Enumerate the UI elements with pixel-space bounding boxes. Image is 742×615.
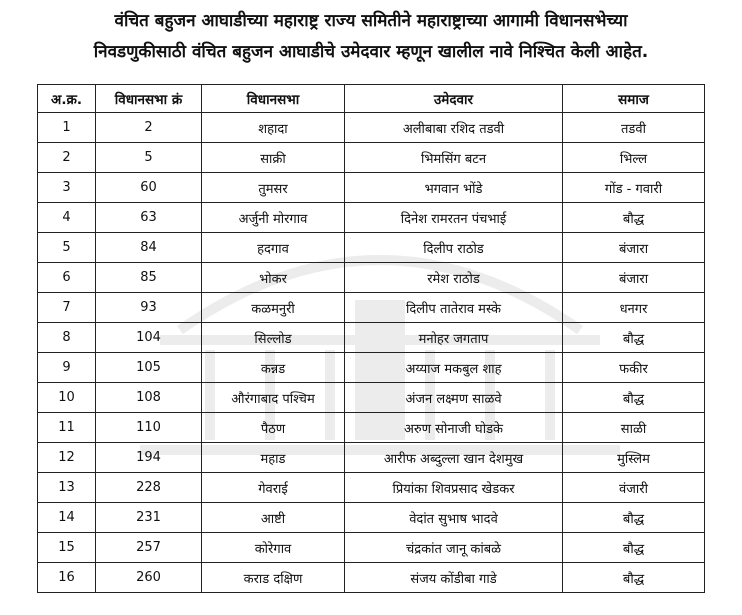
col-header-serial: अ.क्र. — [38, 85, 96, 113]
cell-candidate: संजय कोंडीबा गाडे — [345, 563, 563, 593]
cell-community: मुस्लिम — [563, 443, 705, 473]
candidates-table — [37, 84, 705, 593]
cell-serial: 10 — [38, 383, 96, 413]
table-row — [38, 143, 705, 173]
cell-community: फकीर — [563, 353, 705, 383]
cell-serial: 4 — [38, 203, 96, 233]
table-row — [38, 203, 705, 233]
cell-community: बंजारा — [563, 233, 705, 263]
table-row — [38, 413, 705, 443]
cell-candidate: अरुण सोनाजी घोडके — [345, 413, 563, 443]
cell-community: बौद्ध — [563, 383, 705, 413]
cell-community: बंजारा — [563, 263, 705, 293]
table-row — [38, 263, 705, 293]
cell-candidate: अलीबाबा रशिद तडवी — [345, 113, 563, 143]
table-row — [38, 503, 705, 533]
cell-constituency: सिल्लोड — [202, 323, 345, 353]
cell-constituency-no: 84 — [96, 233, 202, 263]
cell-community: वंजारी — [563, 473, 705, 503]
cell-constituency-no: 85 — [96, 263, 202, 293]
cell-constituency-no: 93 — [96, 293, 202, 323]
cell-candidate: अंजन लक्ष्मण साळवे — [345, 383, 563, 413]
cell-serial: 5 — [38, 233, 96, 263]
cell-serial: 14 — [38, 503, 96, 533]
cell-constituency: तुमसर — [202, 173, 345, 203]
cell-constituency: गेवराई — [202, 473, 345, 503]
cell-candidate: दिनेश रामरतन पंचभाई — [345, 203, 563, 233]
cell-constituency: पैठण — [202, 413, 345, 443]
cell-constituency: आष्टी — [202, 503, 345, 533]
cell-constituency-no: 257 — [96, 533, 202, 563]
cell-candidate: दिलीप तातेराव मस्के — [345, 293, 563, 323]
cell-constituency: कराड दक्षिण — [202, 563, 345, 593]
table-row — [38, 533, 705, 563]
cell-constituency-no: 110 — [96, 413, 202, 443]
cell-constituency-no: 2 — [96, 113, 202, 143]
table-row — [38, 173, 705, 203]
cell-serial: 3 — [38, 173, 96, 203]
cell-serial: 16 — [38, 563, 96, 593]
cell-candidate: अय्याज मकबुल शाह — [345, 353, 563, 383]
cell-candidate: वेदांत सुभाष भादवे — [345, 503, 563, 533]
table-row — [38, 293, 705, 323]
heading-line-1: वंचित बहुजन आघाडीच्या महाराष्ट्र राज्य समितीने महाराष्ट्राच्या आगामी विधानसभेच्या — [114, 11, 628, 31]
cell-constituency-no: 104 — [96, 323, 202, 353]
heading-line-2: निवडणुकीसाठी वंचित बहुजन आघाडीचे उमेदवार म्हणून खालील नावे निश्चित केली आहेत. — [93, 42, 649, 62]
col-header-community: समाज — [563, 85, 705, 113]
table-row — [38, 323, 705, 353]
col-header-constituency: विधानसभा — [202, 85, 345, 113]
cell-serial: 8 — [38, 323, 96, 353]
cell-constituency: भोकर — [202, 263, 345, 293]
cell-serial: 7 — [38, 293, 96, 323]
cell-constituency-no: 228 — [96, 473, 202, 503]
cell-constituency-no: 231 — [96, 503, 202, 533]
cell-constituency: कळमनुरी — [202, 293, 345, 323]
cell-serial: 2 — [38, 143, 96, 173]
cell-community: तडवी — [563, 113, 705, 143]
table-row — [38, 383, 705, 413]
cell-candidate: चंद्रकांत जानू कांबळे — [345, 533, 563, 563]
cell-candidate: भगवान भोंडे — [345, 173, 563, 203]
table-row — [38, 113, 705, 143]
cell-constituency-no: 108 — [96, 383, 202, 413]
cell-community: साळी — [563, 413, 705, 443]
table-header-row — [38, 85, 705, 113]
table-row — [38, 473, 705, 503]
table-row — [38, 563, 705, 593]
cell-constituency: कन्नड — [202, 353, 345, 383]
cell-community: गोंड - गवारी — [563, 173, 705, 203]
cell-community: बौद्ध — [563, 533, 705, 563]
cell-community: बौद्ध — [563, 323, 705, 353]
cell-constituency-no: 60 — [96, 173, 202, 203]
cell-serial: 12 — [38, 443, 96, 473]
cell-constituency-no: 194 — [96, 443, 202, 473]
cell-serial: 1 — [38, 113, 96, 143]
cell-constituency-no: 260 — [96, 563, 202, 593]
document-heading — [0, 6, 742, 68]
cell-constituency: शहादा — [202, 113, 345, 143]
cell-constituency: साक्री — [202, 143, 345, 173]
cell-constituency-no: 105 — [96, 353, 202, 383]
table-row — [38, 233, 705, 263]
cell-candidate: रमेश राठोड — [345, 263, 563, 293]
cell-community: भिल्ल — [563, 143, 705, 173]
cell-constituency-no: 63 — [96, 203, 202, 233]
cell-candidate: प्रियांका शिवप्रसाद खेडकर — [345, 473, 563, 503]
col-header-candidate: उमेदवार — [345, 85, 563, 113]
cell-constituency: महाड — [202, 443, 345, 473]
cell-serial: 13 — [38, 473, 96, 503]
cell-constituency: अर्जुनी मोरगाव — [202, 203, 345, 233]
cell-community: बौद्ध — [563, 203, 705, 233]
cell-candidate: मनोहर जगताप — [345, 323, 563, 353]
cell-community: बौद्ध — [563, 563, 705, 593]
cell-serial: 15 — [38, 533, 96, 563]
table-row — [38, 443, 705, 473]
cell-candidate: भिमसिंग बटन — [345, 143, 563, 173]
cell-serial: 6 — [38, 263, 96, 293]
col-header-constituency-no: विधानसभा क्रं — [96, 85, 202, 113]
cell-constituency-no: 5 — [96, 143, 202, 173]
cell-constituency: कोरेगाव — [202, 533, 345, 563]
cell-constituency: औरंगाबाद पश्चिम — [202, 383, 345, 413]
cell-community: धनगर — [563, 293, 705, 323]
table-row — [38, 353, 705, 383]
cell-candidate: दिलीप राठोड — [345, 233, 563, 263]
cell-community: बौद्ध — [563, 503, 705, 533]
cell-serial: 11 — [38, 413, 96, 443]
cell-candidate: आरीफ अब्दुल्ला खान देशमुख — [345, 443, 563, 473]
cell-serial: 9 — [38, 353, 96, 383]
cell-constituency: हदगाव — [202, 233, 345, 263]
